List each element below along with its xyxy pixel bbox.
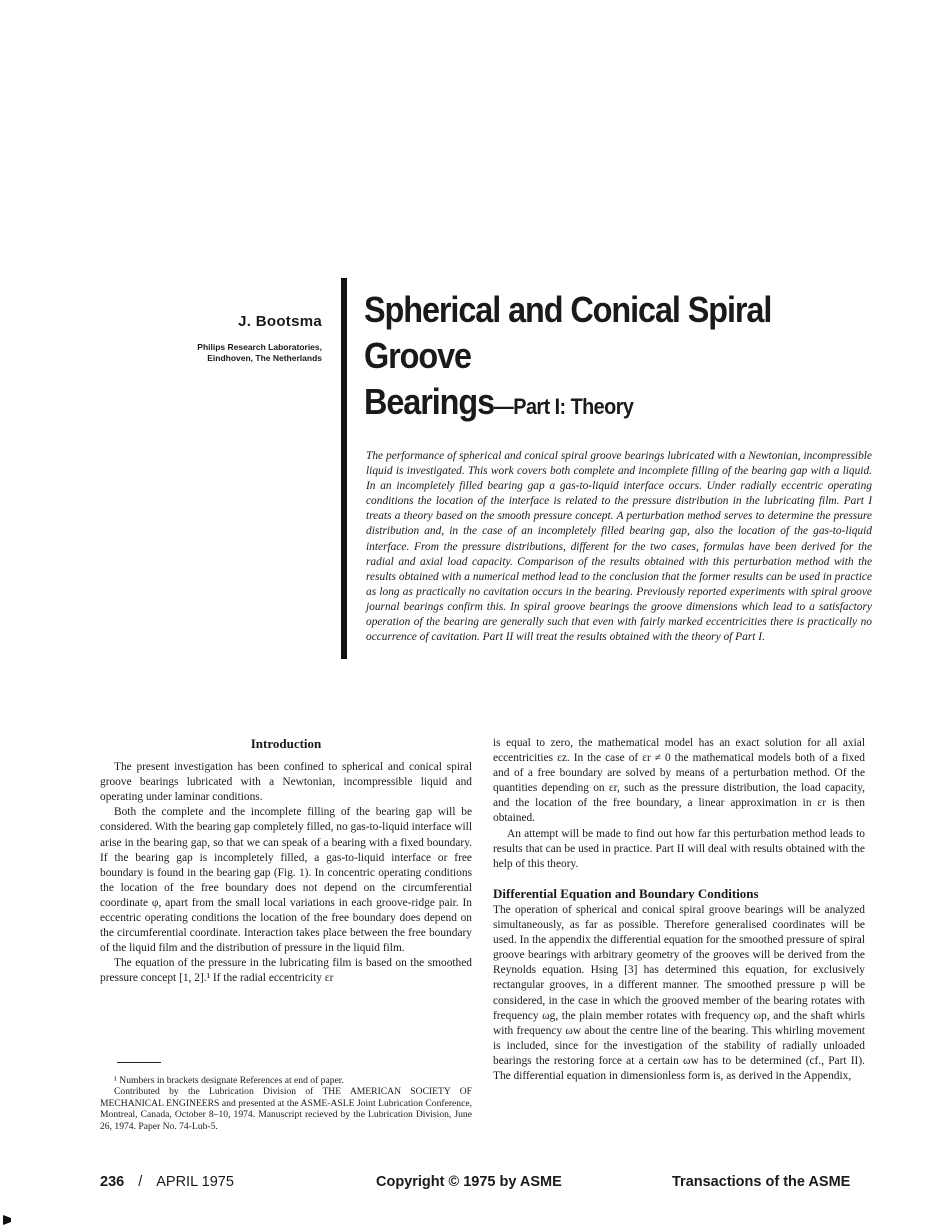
title-main-word: Bearings	[364, 381, 495, 422]
intro-paragraph: The equation of the pressure in the lubricating film is based on the smoothed pressure concept [1, 2].¹ If the radial eccentricity εr	[100, 957, 472, 985]
body-paragraph: An attempt will be made to find out how far this perturbation method leads to results that can be used in practice. Part II will deal with results obtained with the help of this theory.	[493, 827, 865, 870]
footnote-divider	[117, 1062, 161, 1063]
footer-page-info	[100, 1174, 234, 1190]
scan-margin-mark	[3, 1215, 11, 1225]
affiliation-line: Philips Research Laboratories,	[197, 342, 322, 352]
footnote: ¹ Numbers in brackets designate References at end of paper.	[114, 1075, 344, 1086]
intro-paragraph: Both the complete and the incomplete filling of the bearing gap will be considered. With the bearing gap completely filled, no gas-to-liquid interface will arise in the bearing gap, so that we can speak of a bearing with a fixed boundary. If the bearing gap is incompletely filled, a gas-to-liquid interface or free boundary is found in the bearing gap (Fig. 1). In concentric operating conditions the location of the free boundary does not depend on the circumferential coordinate φ, apart from the small local variations in each groove-ridge pair. In eccentric operating conditions the location of the free boundary does depend on the circumferential coordinate. Interaction takes place between the free boundary of the liquid film and the distribution of pressure in the liquid film.	[100, 806, 472, 955]
abstract: The performance of spherical and conical spiral groove bearings lubricated with a Newtonian, incompressible liquid is investigated. This work covers both complete and incomplete filling of the bearing gap with a liquid. In an incompletely filled bearing gap a gas-to-liquid interface occurs. Under radially eccentric operating conditions the location of the interface is related to the pressure distribution in the lubricating film. Part I treats a theory based on the smooth pressure concept. A perturbation method serves to determine the pressure distribution and, in the case of an incompletely filled bearing gap, also the location of the gas-to-liquid interface. From the pressure distributions, different for the two cases, formulas have been derived for the radial and axial load capacity. Comparison of the results obtained with this perturbation method with the results obtained with a numerical method lead to the conclusion that the former results can be used in practice as long as practically no cavitation occurs in the bearing. Previously reported experiments with spiral groove journal bearings confirm this. In spiral groove bearings the groove dimensions which lead to a satisfactory operation of the bearing are generally such that even with fairly marked eccentricities there is practically no occurrence of cavitation. Part II will treat the results obtained with the theory of Part I.	[366, 450, 872, 644]
paper-title	[364, 287, 868, 430]
body-paragraph-continued: is equal to zero, the mathematical model has an exact solution for all axial eccentricities εz. In the case of εr ≠ 0 the mathematical models both of a fixed and of a free boundary are solved by means of a perturbation method. Of the quantities depending on εr, such as the pressure distribution, the load capacity, and the location of the free boundary, a linear approximation in εr is then obtained.	[493, 737, 865, 825]
title-line-2	[364, 379, 868, 430]
footer-separator: /	[138, 1174, 143, 1190]
introduction-heading: Introduction	[250, 736, 322, 751]
issue-date: APRIL 1975	[156, 1174, 234, 1190]
page-number: 236	[100, 1174, 125, 1190]
right-column	[493, 736, 865, 1084]
intro-paragraph: The present investigation has been confined to spherical and conical spiral groove bearings lubricated with a Newtonian, incompressible liquid and operating under laminar conditions.	[100, 761, 472, 804]
footnote: Contributed by the Lubrication Division of THE AMERICAN SOCIETY OF MECHANICAL ENGINEERS and presented at the ASME-ASLE Joint Lubrication Conference, Montreal, Canada, October 8–10, 1974. Manuscript recieved by the Lubrication Division, June 26, 1974. Paper No. 74-Lub-5.	[100, 1086, 472, 1132]
body-paragraph: The operation of spherical and conical spiral groove bearings will be analyzed simultaneously, as far as possible. Therefore generalised coordinates will be used. In the appendix the differential equation for the smoothed pressure of spiral groove bearings with arbitrary geometry of the grooves will be derived from the Reynolds equation. Hsing [3] has determined this equation, for exclusively rectangular grooves, in a different manner. The smoothed pressure p will be considered, in the case in which the grooved member of the bearing rotates with frequency ωg, the plain member rotates with frequency ωp, and the shaft whirls with frequency ωw about the centre line of the bearing. This whirling movement is included, since for the investigation of the stability of radially unloaded bearings the restoring force at a certain ωw has to be determined (cf., Part II). The differential equation in dimensionless form is, as derived in the Appendix,	[493, 903, 865, 1082]
author-name: J. Bootsma	[238, 313, 322, 330]
left-column	[100, 736, 472, 987]
author-block	[150, 313, 322, 364]
title-line-1: Spherical and Conical Spiral Groove	[364, 289, 772, 376]
affiliation-line: Eindhoven, The Netherlands	[207, 353, 322, 363]
title-rule-bar	[341, 278, 347, 659]
copyright-notice: Copyright © 1975 by ASME	[376, 1174, 562, 1190]
section-heading: Differential Equation and Boundary Conditions	[493, 885, 759, 901]
author-affiliation	[150, 342, 322, 364]
footnotes	[100, 1075, 472, 1132]
journal-name: Transactions of the ASME	[672, 1174, 851, 1190]
title-part-label: —Part I: Theory	[494, 394, 634, 419]
